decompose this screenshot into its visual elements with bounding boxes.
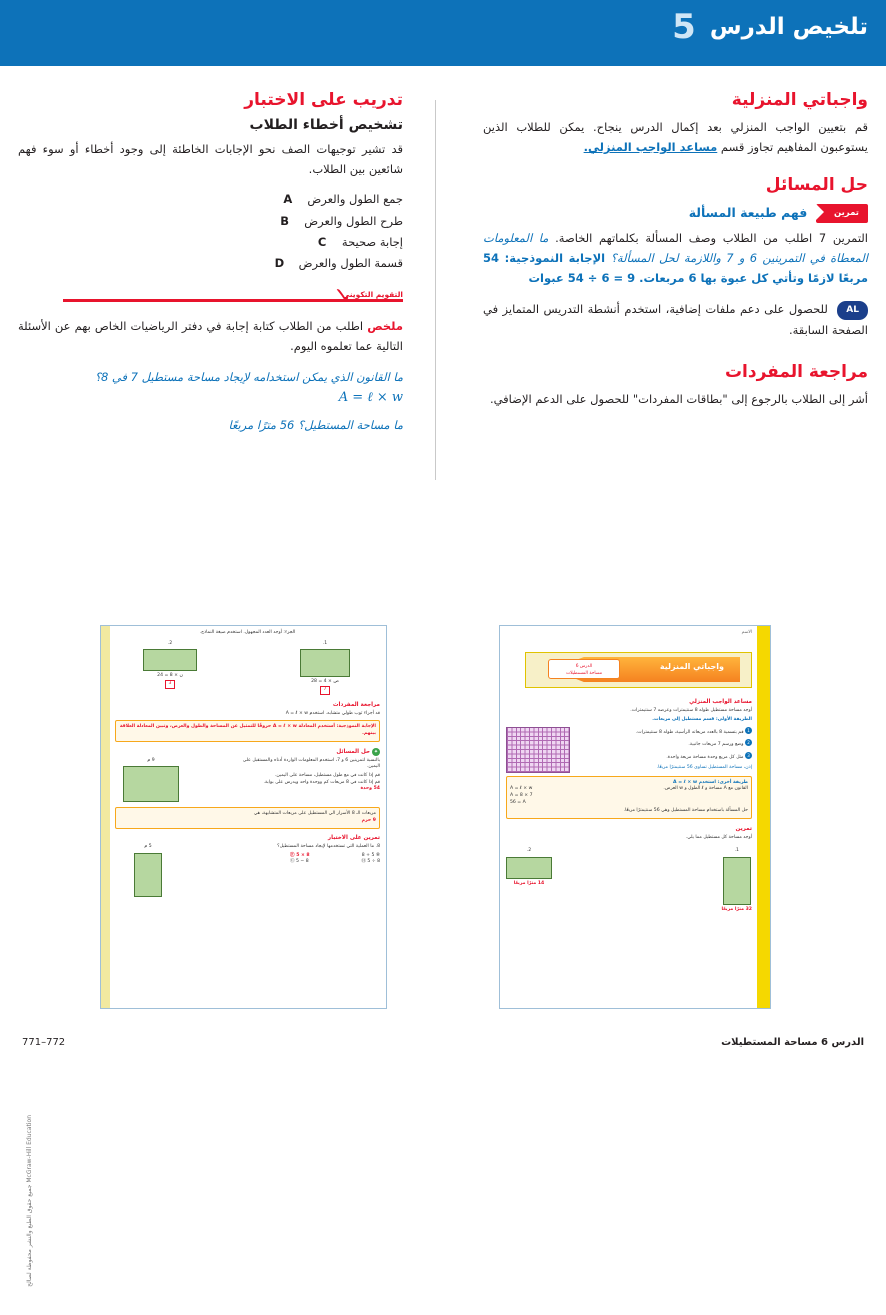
method1-answer: إذن، مساحة المستطيل تساوي 56 سنتيمترًا مربعًا. bbox=[656, 764, 752, 770]
test-title: تمرين على الاختبار bbox=[327, 834, 380, 841]
choice-text: إجابة صحيحة bbox=[341, 234, 403, 249]
test-choice-d: Ⓖ 5 − 8 bbox=[290, 859, 309, 865]
item1-rectangle bbox=[300, 649, 350, 677]
vocab-title: مراجعة المفردات bbox=[332, 701, 380, 708]
method1-title: الطريقة الأولى: قسم مستطيل إلى مربعات. bbox=[652, 717, 752, 723]
solve-rectangle bbox=[123, 766, 179, 802]
test-practice-body: قد تشير توجيهات الصف نحو الإجابات الخاطئة إلى وجود أخطاء أو سوء فهم شائعين بين الطلاب. bbox=[18, 142, 403, 177]
method2-line-3: 56 = A bbox=[510, 799, 526, 805]
problem-solving-title: حل المسائل bbox=[765, 175, 868, 196]
method2-line-2: A = 8 × 7 bbox=[510, 793, 533, 799]
al-note bbox=[483, 299, 868, 341]
test-practice-subtitle: تشخيص أخطاء الطلاب bbox=[249, 117, 403, 133]
solve-ans1: 54 وحدة bbox=[360, 786, 380, 792]
solve-q2: قم إذا كانت في 8 مربعات كم ووحدة واحد ويدرس على بوابة. bbox=[263, 779, 380, 785]
divider-rule bbox=[63, 299, 403, 302]
page-footer bbox=[22, 1037, 864, 1057]
item1-equation: 28 = 4 × ص bbox=[311, 679, 339, 685]
item2-label: 2. bbox=[167, 640, 173, 646]
lesson-callout bbox=[548, 659, 620, 679]
ps-text-italic: ما المعلومات المعطاة في التمرينين 6 و 7 واللازمة لحل المسألة؟ bbox=[483, 231, 869, 266]
thumb-student-content bbox=[500, 626, 770, 1008]
summative-q2 bbox=[18, 415, 403, 435]
flag-badge: تمرين bbox=[816, 204, 868, 223]
method2-box bbox=[506, 776, 752, 819]
summative-body bbox=[18, 316, 403, 356]
ex1-answer: 32 bbox=[745, 906, 752, 912]
banner-title: واجباتي المنزلية bbox=[659, 662, 724, 671]
callout-line-1: الدرس 6 bbox=[575, 664, 593, 669]
page-title: تلخيص الدرس bbox=[709, 14, 868, 40]
ex1-rectangle bbox=[723, 857, 751, 905]
homework-title: واجباتي المنزلية bbox=[731, 90, 868, 110]
al-badge: AL bbox=[837, 301, 868, 321]
test-choice-a: ⑧ 5 + 8 bbox=[361, 852, 380, 858]
homework-link: مساعد الواجب المنزلي. bbox=[583, 140, 718, 155]
rect2-label: 5 م bbox=[144, 843, 152, 849]
list-item bbox=[18, 211, 403, 232]
item2-answer: 3 bbox=[165, 680, 176, 689]
item2-equation: 24 = 8 × ن bbox=[157, 673, 183, 679]
summative-q1-text: ما القانون الذي يمكن استخدامه لإيجاد مساحة مستطيل 7 في 8؟ bbox=[94, 369, 403, 384]
summative-divider bbox=[18, 284, 403, 310]
homework-body bbox=[483, 117, 868, 157]
thumb-teacher-content bbox=[101, 626, 386, 1008]
ex2-unit: مترًا مربعًا bbox=[513, 880, 537, 886]
footer-page-numbers: 771–772 bbox=[22, 1037, 66, 1048]
ex1-label: 1. bbox=[734, 847, 739, 853]
homework-body-text: قم بتعيين الواجب المنزلي بعد إكمال الدرس ينجاح. يمكن للطلاب الذين يستوعبون المفاهيم تجاوز قسم bbox=[483, 120, 868, 155]
ps-text-2: الإجابة النموذجية: 54 مربعًا لازمًا وتأتي كل عبوة بها 6 مربعات. 9 = 6 ÷ 54 عبوات bbox=[483, 251, 868, 286]
thumbnail-student-page[interactable] bbox=[499, 625, 771, 1009]
callout-line-2: مساحة المستطيلات bbox=[565, 671, 603, 677]
step-badge-3: 3 bbox=[745, 752, 752, 759]
answer-choice-list bbox=[18, 189, 403, 274]
list-item bbox=[18, 232, 403, 253]
unit-square-grid bbox=[506, 727, 570, 773]
method2-line-1: A = ℓ × w bbox=[510, 786, 533, 792]
solve-body: بالنسبة لتمرينين 6 و 7، استخدم المعلومات الواردة أدناه والمستقبل على اليمين. bbox=[242, 757, 380, 770]
item1-label: 1. bbox=[322, 640, 328, 646]
column-divider bbox=[435, 100, 436, 480]
choice-label: B bbox=[280, 213, 290, 228]
ex2-rectangle bbox=[506, 857, 552, 879]
solve-q3: مربعات الـ 8 الأسرار الي المستطيل على مربعات المتشابهة، هي bbox=[253, 811, 376, 817]
step-badge-2: 2 bbox=[745, 739, 752, 746]
test-rectangle bbox=[134, 853, 162, 897]
summative-lead: ملخص bbox=[367, 319, 403, 334]
choice-label: D bbox=[274, 256, 285, 271]
choice-text: جمع الطول والعرض bbox=[307, 192, 403, 207]
vocab-answer: الإجابة النموذجية: أستخدم المعادلة A = ℓ × w حروفًا للتمثيل عن المساحة والطول والعرض، وتبين المعادلة العلاقة بينهم. bbox=[119, 724, 376, 737]
helper-block bbox=[506, 698, 752, 913]
two-column-body bbox=[0, 90, 886, 570]
column-right bbox=[483, 90, 868, 420]
header-inner bbox=[672, 7, 868, 47]
summative-q1 bbox=[18, 367, 403, 387]
step-badge-1: 1 bbox=[745, 727, 752, 734]
summative-q2-text: ما مساحة المستطيل؟ 56 مترًا مربعًا bbox=[228, 417, 403, 432]
solve-extra-box bbox=[115, 807, 380, 828]
choice-label: C bbox=[317, 234, 327, 249]
item2-rectangle bbox=[143, 649, 197, 671]
solve-title-text: حل المسائل bbox=[336, 748, 371, 755]
list-item bbox=[18, 189, 403, 210]
vocab-prompt: قد أجزاء ثوب طولي متشابه. استخدم A = ℓ × w bbox=[285, 710, 380, 716]
ex1-unit: مترًا مربعًا bbox=[721, 906, 744, 912]
ex2-answer: 14 bbox=[537, 880, 545, 886]
area-formula: A = ℓ × w bbox=[338, 389, 403, 405]
summative-text: اطلب من الطلاب كتابة إجابة في دفتر الرياضيات الخاص بهم عن الأسئلة التالية عما تعلموه اليوم. bbox=[18, 319, 403, 354]
problem-solving-subhead: فهم طبيعة المسألة bbox=[688, 205, 808, 221]
choice-label: A bbox=[283, 192, 293, 207]
exercise-prompt: أوجد مساحة كل مستطيل مما يلي. bbox=[685, 835, 752, 841]
al-note-text: للحصول على دعم ملفات إضافية، استخدم أنشطة التدريس المتمايز في الصفحة السابقة. bbox=[483, 301, 868, 338]
ps-text-1: التمرين 7 اطلب من الطلاب وصف المسألة بكلماتهم الخاصة. bbox=[548, 231, 869, 246]
spine-credit: McGraw-Hill Education جميع حقوق الطبع والنشر محفوظة لصالح bbox=[26, 1115, 33, 1287]
test-practice-title: تدريب على الاختبار bbox=[244, 90, 403, 110]
method2-title: طريقة أخرى: استخدم A = ℓ × w bbox=[673, 779, 748, 785]
list-item bbox=[18, 253, 403, 274]
lesson-number: 5 bbox=[672, 7, 696, 47]
test-choice-c: Ⓗ 5 ÷ 8 bbox=[361, 859, 380, 865]
name-label: الاسم bbox=[741, 630, 752, 635]
footer-lesson-label: الدرس 6 مساحة المستطيلات bbox=[721, 1037, 864, 1048]
choice-text: طرح الطول والعرض bbox=[304, 213, 403, 228]
summative-tag: التقويم التكويني bbox=[336, 290, 403, 299]
method2-note2: حل المسألة باستخدام مساحة المستطيل وهي 56 سنتيمترًا مربعًا. bbox=[623, 808, 748, 814]
page-header bbox=[0, 0, 886, 66]
exercise-title: تمرين bbox=[735, 826, 752, 833]
method1-step1: قم بتسمية 8 بالعدد مربعاته الرأسية، طوله 8 سنتيمترات. bbox=[635, 729, 744, 735]
solve-q1: قم إذا كانت في مع طول مستطيل، مساحة على اليمين. bbox=[274, 773, 380, 779]
solve-ans2: 9 حزم bbox=[361, 818, 376, 824]
solve-title bbox=[115, 748, 380, 756]
column-left bbox=[18, 90, 403, 445]
top-prompt: الجزء: أوجد العدد المجهول. استخدم صيغة النماذج. bbox=[199, 630, 296, 635]
helper-title: مساعد الواجب المنزلي bbox=[689, 699, 752, 706]
test-prompt: 8. ما العملية التي تستخدمها لإيجاد مساحة المستطيل؟ bbox=[277, 843, 380, 849]
ex2-label: 2. bbox=[526, 847, 532, 853]
method1-step3: مثل كل مربع وحدة مساحة مربعة واحدة. bbox=[666, 755, 744, 761]
vocab-review-body: أشر إلى الطلاب بالرجوع إلى "بطاقات المفردات" للحصول على الدعم الإضافي. bbox=[489, 392, 868, 407]
method2-note1: القانون مع A مساحة و ℓ الطول و w العرض. bbox=[663, 786, 748, 792]
check-icon: ✓ bbox=[332, 284, 351, 310]
vocab-answer-box bbox=[115, 720, 380, 741]
vocab-review-title: مراجعة المفردات bbox=[724, 362, 868, 383]
item1-answer: 7 bbox=[320, 686, 331, 695]
method1-step2: وضع ورسم 7 مربعات جانبية. bbox=[688, 742, 744, 748]
test-choice-b: Ⓕ 5 × 8 bbox=[290, 852, 310, 858]
helper-problem: أوجد مساحة مستطيل طوله 8 سنتيمترات وعرضه 7 سنتيمترات. bbox=[630, 708, 752, 714]
problem-solving-subhead-row bbox=[483, 202, 868, 224]
solve-icon: ✦ bbox=[373, 748, 379, 755]
choice-text: قسمة الطول والعرض bbox=[298, 256, 403, 271]
problem-solving-body bbox=[483, 228, 868, 288]
thumbnail-teacher-page[interactable] bbox=[100, 625, 387, 1009]
rect1-label: 9 م bbox=[147, 757, 155, 763]
